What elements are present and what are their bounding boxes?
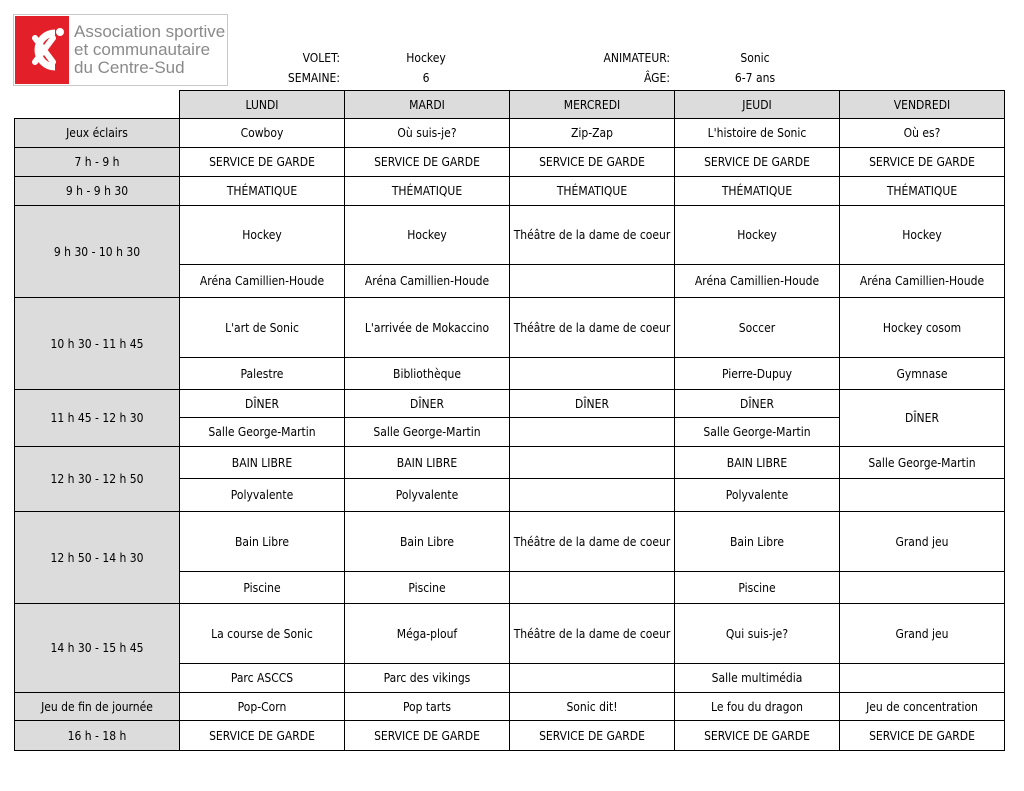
time-slot-label: 11 h 45 - 12 h 30 [15, 390, 180, 447]
table-row [15, 148, 1005, 177]
time-slot-label: 14 h 30 - 15 h 45 [15, 604, 180, 693]
days-header-row [15, 91, 1005, 119]
table-row [15, 206, 1005, 265]
activity-cell: DÎNER [180, 390, 345, 418]
activity-cell: DÎNER [675, 390, 840, 418]
activity-cell: Salle George-Martin [840, 447, 1005, 479]
location-cell: Piscine [180, 572, 345, 604]
activity-cell: Théâtre de la dame de coeur [510, 512, 675, 572]
schedule-cell: Sonic dit! [510, 693, 675, 721]
location-cell: Polyvalente [675, 479, 840, 512]
location-cell: Aréna Camillien-Houde [675, 265, 840, 298]
activity-cell: BAIN LIBRE [675, 447, 840, 479]
volet-value: Hockey [406, 51, 446, 65]
organization-name-line: Association sportive [74, 22, 226, 41]
schedule-cell: Le fou du dragon [675, 693, 840, 721]
location-cell [510, 418, 675, 447]
schedule-cell: SERVICE DE GARDE [510, 148, 675, 177]
day-header-vendredi: VENDREDI [840, 91, 1005, 119]
schedule-cell: SERVICE DE GARDE [510, 721, 675, 751]
location-cell [510, 664, 675, 693]
time-slot-label: 12 h 50 - 14 h 30 [15, 512, 180, 604]
schedule-cell: Cowboy [180, 119, 345, 148]
time-slot-label: 9 h 30 - 10 h 30 [15, 206, 180, 298]
schedule-cell: Pop tarts [345, 693, 510, 721]
organization-name [74, 23, 225, 77]
location-cell: Aréna Camillien-Houde [840, 265, 1005, 298]
day-header-mercredi: MERCREDI [510, 91, 675, 119]
animateur-label: ANIMATEUR: [603, 51, 670, 65]
location-cell [840, 479, 1005, 512]
activity-cell: BAIN LIBRE [345, 447, 510, 479]
location-cell: Parc des vikings [345, 664, 510, 693]
activity-cell: DÎNER [345, 390, 510, 418]
header-corner [15, 91, 180, 119]
activity-cell: Hockey [345, 206, 510, 265]
schedule-cell: THÉMATIQUE [180, 177, 345, 206]
activity-cell: Hockey [180, 206, 345, 265]
activity-cell: Soccer [675, 298, 840, 358]
location-cell [510, 358, 675, 390]
location-cell: Piscine [345, 572, 510, 604]
location-cell: Salle George-Martin [675, 418, 840, 447]
location-cell: Polyvalente [180, 479, 345, 512]
location-cell: Pierre-Dupuy [675, 358, 840, 390]
activity-cell: L'arrivée de Mokaccino [345, 298, 510, 358]
location-cell: Aréna Camillien-Houde [345, 265, 510, 298]
activity-cell: Bain Libre [180, 512, 345, 572]
schedule-cell: SERVICE DE GARDE [675, 148, 840, 177]
day-header-jeudi: JEUDI [675, 91, 840, 119]
location-cell [840, 664, 1005, 693]
activity-cell: Hockey [675, 206, 840, 265]
schedule-cell: SERVICE DE GARDE [180, 721, 345, 751]
schedule-cell: Zip-Zap [510, 119, 675, 148]
location-cell [840, 572, 1005, 604]
time-slot-label: 16 h - 18 h [15, 721, 180, 751]
schedule-cell: Où suis-je? [345, 119, 510, 148]
schedule-cell: SERVICE DE GARDE [345, 148, 510, 177]
day-header-mardi: MARDI [345, 91, 510, 119]
organization-name-line: et communautaire [74, 40, 211, 59]
activity-cell: Bain Libre [345, 512, 510, 572]
organization-name-line: du Centre-Sud [74, 58, 185, 77]
table-row [15, 721, 1005, 751]
location-cell [510, 479, 675, 512]
time-slot-label: Jeu de fin de journée [15, 693, 180, 721]
activity-cell: La course de Sonic [180, 604, 345, 664]
schedule-cell: SERVICE DE GARDE [840, 721, 1005, 751]
schedule-cell: Jeu de concentration [840, 693, 1005, 721]
time-slot-label: 7 h - 9 h [15, 148, 180, 177]
activity-cell: Théâtre de la dame de coeur [510, 298, 675, 358]
activity-cell: Théâtre de la dame de coeur [510, 604, 675, 664]
animateur-value: Sonic [740, 51, 770, 65]
age-label: ÂGE: [644, 71, 670, 85]
location-cell: Polyvalente [345, 479, 510, 512]
activity-cell: Qui suis-je? [675, 604, 840, 664]
organization-logo [13, 14, 228, 86]
age-value: 6-7 ans [734, 71, 776, 85]
asccs-logo-icon [15, 16, 69, 84]
activity-cell: Hockey [840, 206, 1005, 265]
table-row [15, 604, 1005, 664]
activity-cell [510, 447, 675, 479]
location-cell: Salle George-Martin [180, 418, 345, 447]
schedule-cell: SERVICE DE GARDE [675, 721, 840, 751]
location-cell [510, 265, 675, 298]
weekly-schedule-table [14, 90, 1005, 751]
schedule-cell: SERVICE DE GARDE [180, 148, 345, 177]
day-header-lundi: LUNDI [180, 91, 345, 119]
time-slot-label: Jeux éclairs [15, 119, 180, 148]
location-cell [510, 572, 675, 604]
schedule-cell: L'histoire de Sonic [675, 119, 840, 148]
location-cell: Aréna Camillien-Houde [180, 265, 345, 298]
table-row [15, 298, 1005, 358]
location-cell: Salle George-Martin [345, 418, 510, 447]
table-row [15, 693, 1005, 721]
table-row [15, 390, 1005, 418]
table-row [15, 447, 1005, 479]
time-slot-label: 9 h - 9 h 30 [15, 177, 180, 206]
location-cell: Bibliothèque [345, 358, 510, 390]
activity-cell: L'art de Sonic [180, 298, 345, 358]
schedule-cell: THÉMATIQUE [345, 177, 510, 206]
schedule-cell: Où es? [840, 119, 1005, 148]
table-row [15, 119, 1005, 148]
semaine-label: SEMAINE: [287, 71, 340, 85]
activity-cell: Grand jeu [840, 512, 1005, 572]
activity-cell: Hockey cosom [840, 298, 1005, 358]
time-slot-label: 10 h 30 - 11 h 45 [15, 298, 180, 390]
location-cell: Piscine [675, 572, 840, 604]
schedule-cell: SERVICE DE GARDE [840, 148, 1005, 177]
activity-cell: Méga-plouf [345, 604, 510, 664]
semaine-value: 6 [422, 71, 430, 85]
schedule-cell: THÉMATIQUE [675, 177, 840, 206]
volet-label: VOLET: [302, 51, 340, 65]
table-row [15, 512, 1005, 572]
location-cell: Parc ASCCS [180, 664, 345, 693]
activity-cell: Bain Libre [675, 512, 840, 572]
location-cell: Salle multimédia [675, 664, 840, 693]
activity-cell: BAIN LIBRE [180, 447, 345, 479]
activity-cell: Grand jeu [840, 604, 1005, 664]
location-cell: Palestre [180, 358, 345, 390]
activity-cell: Théâtre de la dame de coeur [510, 206, 675, 265]
schedule-cell: THÉMATIQUE [510, 177, 675, 206]
activity-cell: DÎNER [510, 390, 675, 418]
time-slot-label: 12 h 30 - 12 h 50 [15, 447, 180, 512]
location-cell: Gymnase [840, 358, 1005, 390]
schedule-cell: SERVICE DE GARDE [345, 721, 510, 751]
schedule-cell: Pop-Corn [180, 693, 345, 721]
activity-cell: DÎNER [840, 390, 1005, 447]
table-row [15, 177, 1005, 206]
schedule-cell: THÉMATIQUE [840, 177, 1005, 206]
